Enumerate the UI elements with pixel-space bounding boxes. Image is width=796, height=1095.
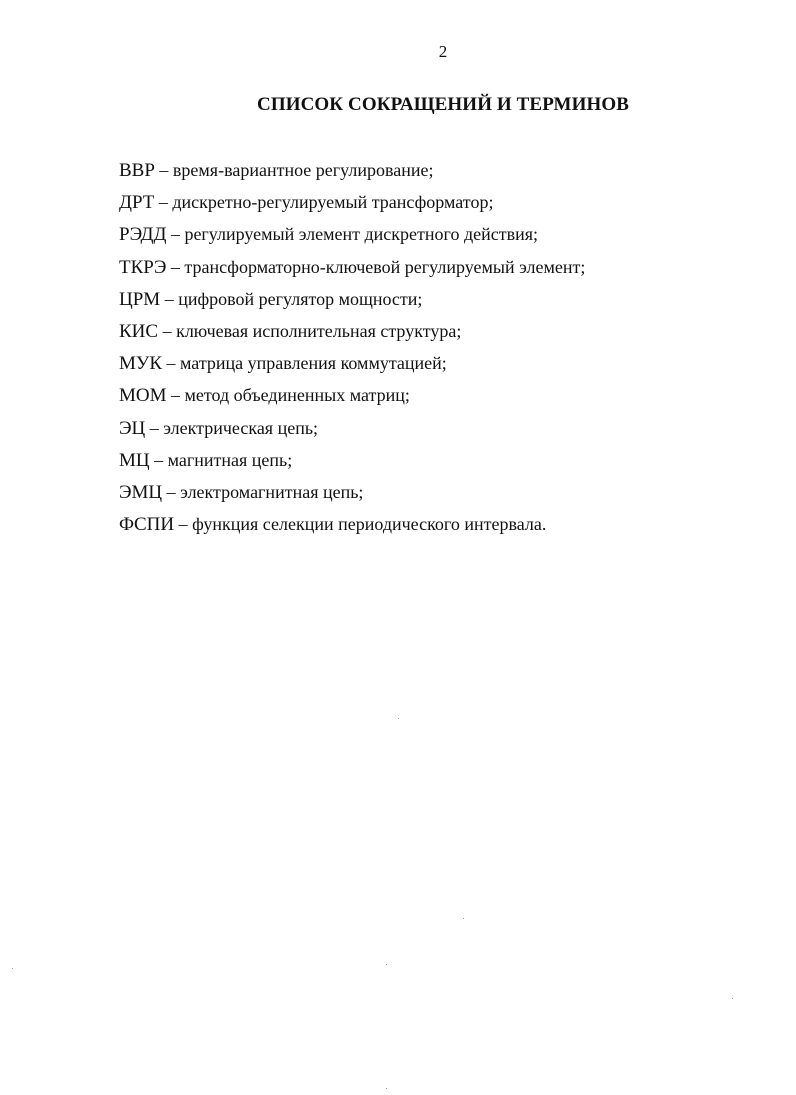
abbreviation-term: ЭЦ: [119, 417, 146, 439]
list-item: [119, 255, 779, 287]
abbreviation-definition: функция селекции периодического интервала.: [192, 514, 547, 535]
abbreviation-term: МЦ: [119, 449, 150, 471]
abbreviation-term: МОМ: [119, 385, 167, 407]
separator: –: [162, 353, 181, 374]
abbreviation-term: КИС: [119, 320, 159, 342]
abbreviation-term: ТКРЭ: [119, 256, 167, 278]
abbreviation-definition: цифровой регулятор мощности;: [178, 288, 423, 309]
list-item: [119, 448, 779, 480]
scan-speck: [386, 1088, 387, 1089]
abbreviation-definition: регулируемый элемент дискретного действия;: [184, 224, 539, 245]
abbreviation-list: [119, 158, 779, 544]
scan-speck: [386, 964, 387, 965]
abbreviation-term: ДРТ: [119, 192, 155, 214]
page-number: 2: [438, 42, 448, 61]
abbreviation-definition: магнитная цепь;: [167, 449, 293, 470]
scan-speck: [12, 968, 13, 969]
separator: –: [154, 160, 173, 180]
list-item: [119, 222, 779, 254]
abbreviation-term: ЭМЦ: [119, 481, 163, 503]
separator: –: [149, 449, 168, 470]
list-item: [119, 319, 779, 351]
list-item: [119, 512, 779, 544]
abbreviation-term: МУК: [119, 353, 163, 375]
separator: –: [166, 256, 185, 277]
abbreviation-term: ЦРМ: [119, 288, 161, 310]
scan-speck: [732, 998, 733, 999]
separator: –: [174, 514, 193, 535]
separator: –: [166, 224, 185, 245]
scan-speck: [463, 918, 464, 919]
separator: –: [158, 320, 177, 341]
abbreviation-definition: трансформаторно-ключевой регулируемый элемент;: [184, 256, 586, 277]
list-item: [119, 480, 779, 512]
abbreviation-definition: дискретно-регулируемый трансформатор;: [172, 192, 494, 213]
separator: –: [160, 288, 179, 309]
abbreviation-term: РЭДД: [119, 224, 167, 246]
abbreviation-definition: электрическая цепь;: [163, 417, 319, 438]
abbreviation-term: ФСПИ: [119, 514, 175, 536]
abbreviation-definition: матрица управления коммутацией;: [180, 353, 447, 374]
separator: –: [162, 481, 181, 502]
list-item: [119, 190, 779, 222]
abbreviation-term: ВВР: [119, 160, 155, 181]
list-item: [119, 383, 779, 415]
list-item: [119, 158, 779, 190]
list-item: [119, 416, 779, 448]
scan-speck: [398, 718, 399, 719]
separator: –: [145, 417, 164, 438]
list-item: [119, 287, 779, 319]
separator: –: [154, 192, 173, 213]
list-item: [119, 351, 779, 383]
abbreviation-definition: электромагнитная цепь;: [180, 481, 364, 502]
abbreviation-definition: время-вариантное регулирование;: [172, 160, 434, 180]
page-title: СПИСОК СОКРАЩЕНИЙ И ТЕРМИНОВ: [257, 94, 629, 115]
abbreviation-definition: ключевая исполнительная структура;: [176, 320, 462, 341]
separator: –: [166, 385, 185, 406]
abbreviation-definition: метод объединенных матриц;: [184, 385, 410, 406]
